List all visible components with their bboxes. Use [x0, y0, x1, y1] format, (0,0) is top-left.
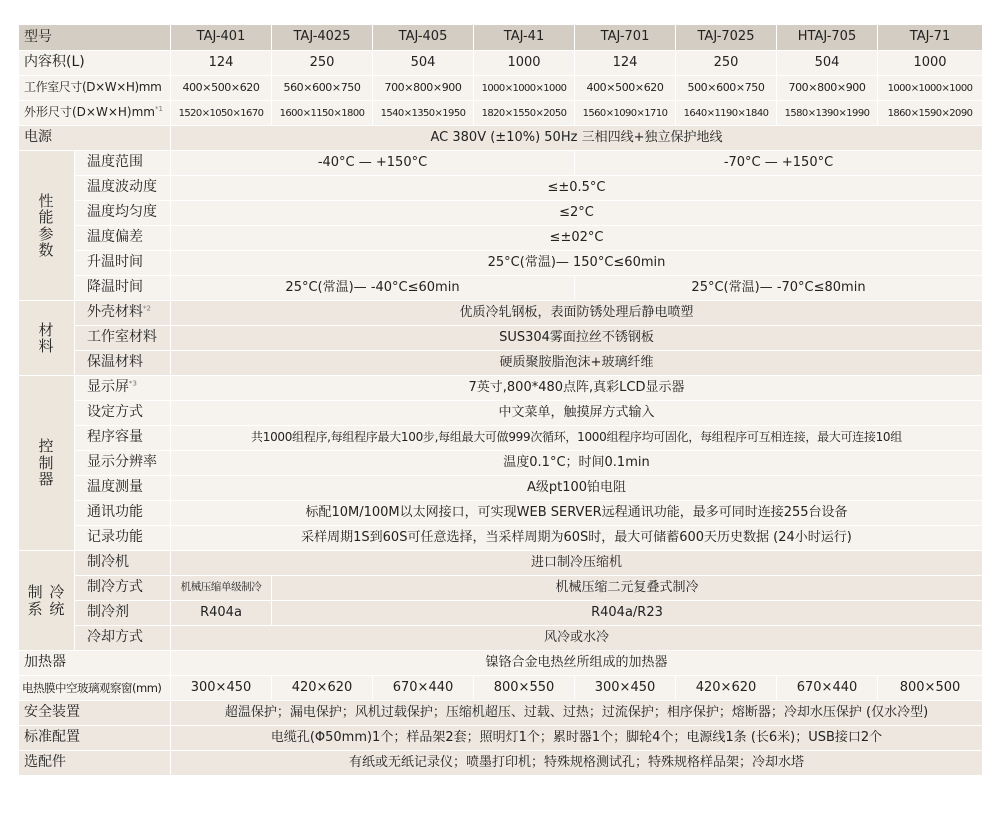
method-label: 制冷方式	[75, 576, 171, 601]
sensor-row	[19, 476, 983, 501]
volume-cell: 504	[777, 51, 878, 76]
window-cell: 420×620	[676, 676, 777, 701]
inner-size-cell: 500×600×750	[676, 76, 777, 101]
temp-range-row	[19, 151, 983, 176]
uniformity-label: 温度均匀度	[75, 201, 171, 226]
footnote-mark: *1	[154, 105, 163, 114]
power-row	[19, 126, 983, 151]
outer-size-row	[19, 101, 983, 126]
model-label: 型号	[19, 25, 171, 51]
resolution-row	[19, 451, 983, 476]
model-cell: TAJ-41	[474, 25, 575, 51]
volume-cell: 250	[676, 51, 777, 76]
window-cell: 670×440	[777, 676, 878, 701]
model-cell: TAJ-7025	[676, 25, 777, 51]
inner-size-cell: 1000×1000×1000	[878, 76, 983, 101]
window-cell: 300×450	[171, 676, 272, 701]
setting-label: 设定方式	[75, 401, 171, 426]
fluctuation-value: ≤±0.5°C	[171, 176, 983, 201]
volume-cell: 1000	[878, 51, 983, 76]
program-row	[19, 426, 983, 451]
group-char: 系 统	[27, 599, 66, 618]
refrigerant-a: R404a	[171, 601, 272, 626]
compressor-label: 制冷机	[75, 551, 171, 576]
inner-size-cell: 1000×1000×1000	[474, 76, 575, 101]
record-value: 采样周期1S到60S可任意选择，当采样周期为60S时，最大可储蓄600天历史数据 (24小时运行)	[171, 526, 983, 551]
controller-group	[19, 376, 75, 551]
cool-time-b: 25°C(常温)— -70°C≤80min	[575, 276, 983, 301]
refrigerant-label: 制冷剂	[75, 601, 171, 626]
inner-size-row	[19, 76, 983, 101]
window-cell: 800×550	[474, 676, 575, 701]
power-label: 电源	[19, 126, 171, 151]
insulation-row	[19, 351, 983, 376]
window-label: 电热膜中空玻璃观察窗(mm)	[19, 676, 171, 701]
heater-label: 加热器	[19, 651, 171, 676]
compressor-value: 进口制冷压缩机	[171, 551, 983, 576]
heater-row	[19, 651, 983, 676]
safety-label: 安全装置	[19, 701, 171, 726]
group-char: 能	[38, 208, 55, 226]
compressor-row	[19, 551, 983, 576]
group-char: 数	[38, 241, 55, 259]
display-label	[75, 376, 171, 401]
standard-row	[19, 726, 983, 751]
model-cell: TAJ-701	[575, 25, 676, 51]
insulation-value: 硬质聚胺脂泡沫+玻璃纤维	[171, 351, 983, 376]
program-value: 共1000组程序,每组程序最大100步,每组最大可做999次循环，1000组程序均可固化，每组程序可互相连接，最大可连接10组	[171, 426, 983, 451]
comm-value: 标配10M/100M以太网接口，可实现WEB SERVER远程通讯功能，最多可同时连接255台设备	[171, 501, 983, 526]
outer-size-cell: 1820×1550×2050	[474, 101, 575, 126]
heat-time-value: 25°C(常温)— 150°C≤60min	[171, 251, 983, 276]
sensor-label: 温度测量	[75, 476, 171, 501]
temp-range-label: 温度范围	[75, 151, 171, 176]
group-char: 料	[38, 337, 55, 355]
inner-size-cell: 560×600×750	[272, 76, 373, 101]
inner-size-cell: 400×500×620	[575, 76, 676, 101]
group-char: 材	[38, 320, 55, 339]
resolution-value: 温度0.1°C；时间0.1min	[171, 451, 983, 476]
inner-size-label: 工作室尺寸(D×W×H)mm	[19, 76, 171, 101]
materials-group	[19, 301, 75, 376]
cool-time-row	[19, 276, 983, 301]
cool-time-a: 25°C(常温)— -40°C≤60min	[171, 276, 575, 301]
cool-time-label: 降温时间	[75, 276, 171, 301]
model-cell: TAJ-401	[171, 25, 272, 51]
method-row	[19, 576, 983, 601]
group-char: 器	[38, 470, 55, 489]
record-row	[19, 526, 983, 551]
outer-size-cell: 1600×1150×1800	[272, 101, 373, 126]
model-cell: TAJ-4025	[272, 25, 373, 51]
temp-range-a: -40°C — +150°C	[171, 151, 575, 176]
outer-size-cell: 1640×1190×1840	[676, 101, 777, 126]
outer-size-text: 外形尺寸(D×W×H)mm	[24, 105, 155, 120]
window-cell: 670×440	[373, 676, 474, 701]
uniformity-value: ≤2°C	[171, 201, 983, 226]
group-char: 制	[38, 453, 55, 472]
shell-value: 优质冷轧钢板，表面防锈处理后静电喷塑	[171, 301, 983, 326]
outer-size-label	[19, 101, 171, 126]
inner-size-cell: 700×800×900	[373, 76, 474, 101]
setting-value: 中文菜单，触摸屏方式输入	[171, 401, 983, 426]
comm-label: 通讯功能	[75, 501, 171, 526]
refrigerant-b: R404a/R23	[272, 601, 983, 626]
safety-value: 超温保护；漏电保护；风机过载保护；压缩机超压、过载、过热；过流保护；相序保护；熔断器；冷却水压保护 (仅水冷型)	[171, 701, 983, 726]
volume-cell: 124	[171, 51, 272, 76]
uniformity-row	[19, 201, 983, 226]
volume-cell: 504	[373, 51, 474, 76]
cooling-row	[19, 626, 983, 651]
deviation-label: 温度偏差	[75, 226, 171, 251]
temp-range-b: -70°C — +150°C	[575, 151, 983, 176]
window-row	[19, 676, 983, 701]
volume-cell: 124	[575, 51, 676, 76]
volume-row	[19, 51, 983, 76]
model-cell: TAJ-405	[373, 25, 474, 51]
chamber-row	[19, 326, 983, 351]
standard-value: 电缆孔(Φ50mm)1个；样品架2套；照明灯1个；累时器1个；脚轮4个；电源线1条 (长6米)；USB接口2个	[171, 726, 983, 751]
model-cell: HTAJ-705	[777, 25, 878, 51]
window-cell: 300×450	[575, 676, 676, 701]
method-a: 机械压缩单级制冷	[171, 576, 272, 601]
refrigerant-row	[19, 601, 983, 626]
options-row	[19, 751, 983, 776]
performance-group	[19, 151, 75, 301]
standard-label: 标准配置	[19, 726, 171, 751]
cooling-value: 风冷或水冷	[171, 626, 983, 651]
shell-label	[75, 301, 171, 326]
group-char: 制 冷	[27, 583, 66, 601]
model-row	[19, 25, 983, 51]
shell-row	[19, 301, 983, 326]
sensor-value: A级pt100铂电阻	[171, 476, 983, 501]
outer-size-cell: 1540×1350×1950	[373, 101, 474, 126]
volume-label: 内容积(L)	[19, 51, 171, 76]
model-cell: TAJ-71	[878, 25, 983, 51]
cooling-label: 冷却方式	[75, 626, 171, 651]
deviation-row	[19, 226, 983, 251]
power-value: AC 380V (±10%) 50Hz 三相四线+独立保护地线	[171, 126, 983, 151]
comm-row	[19, 501, 983, 526]
shell-label-text: 外壳材料	[87, 304, 143, 321]
chamber-value: SUS304雾面拉丝不锈钢板	[171, 326, 983, 351]
deviation-value: ≤±02°C	[171, 226, 983, 251]
options-label: 选配件	[19, 751, 171, 776]
outer-size-cell: 1580×1390×1990	[777, 101, 878, 126]
volume-cell: 250	[272, 51, 373, 76]
volume-cell: 1000	[474, 51, 575, 76]
outer-size-cell: 1560×1090×1710	[575, 101, 676, 126]
display-row	[19, 376, 983, 401]
program-label: 程序容量	[75, 426, 171, 451]
refrigeration-group	[19, 551, 75, 651]
display-value: 7英寸,800*480点阵,真彩LCD显示器	[171, 376, 983, 401]
window-cell: 800×500	[878, 676, 983, 701]
heat-time-row	[19, 251, 983, 276]
chamber-label: 工作室材料	[75, 326, 171, 351]
outer-size-cell: 1860×1590×2090	[878, 101, 983, 126]
group-char: 控	[38, 437, 55, 456]
safety-row	[19, 701, 983, 726]
heat-time-label: 升温时间	[75, 251, 171, 276]
fluctuation-row	[19, 176, 983, 201]
window-cell: 420×620	[272, 676, 373, 701]
outer-size-cell: 1520×1050×1670	[171, 101, 272, 126]
inner-size-cell: 400×500×620	[171, 76, 272, 101]
inner-size-cell: 700×800×900	[777, 76, 878, 101]
resolution-label: 显示分辨率	[75, 451, 171, 476]
heater-value: 镍铬合金电热丝所组成的加热器	[171, 651, 983, 676]
spec-table	[18, 24, 983, 776]
footnote-mark: *3	[129, 379, 137, 388]
group-char: 性	[38, 191, 55, 210]
setting-row	[19, 401, 983, 426]
display-label-text: 显示屏	[87, 379, 129, 396]
group-char: 参	[38, 224, 55, 243]
insulation-label: 保温材料	[75, 351, 171, 376]
fluctuation-label: 温度波动度	[75, 176, 171, 201]
method-b: 机械压缩二元复叠式制冷	[272, 576, 983, 601]
record-label: 记录功能	[75, 526, 171, 551]
options-value: 有纸或无纸记录仪；喷墨打印机；特殊规格测试孔；特殊规格样品架；冷却水塔	[171, 751, 983, 776]
footnote-mark: *2	[143, 304, 151, 313]
